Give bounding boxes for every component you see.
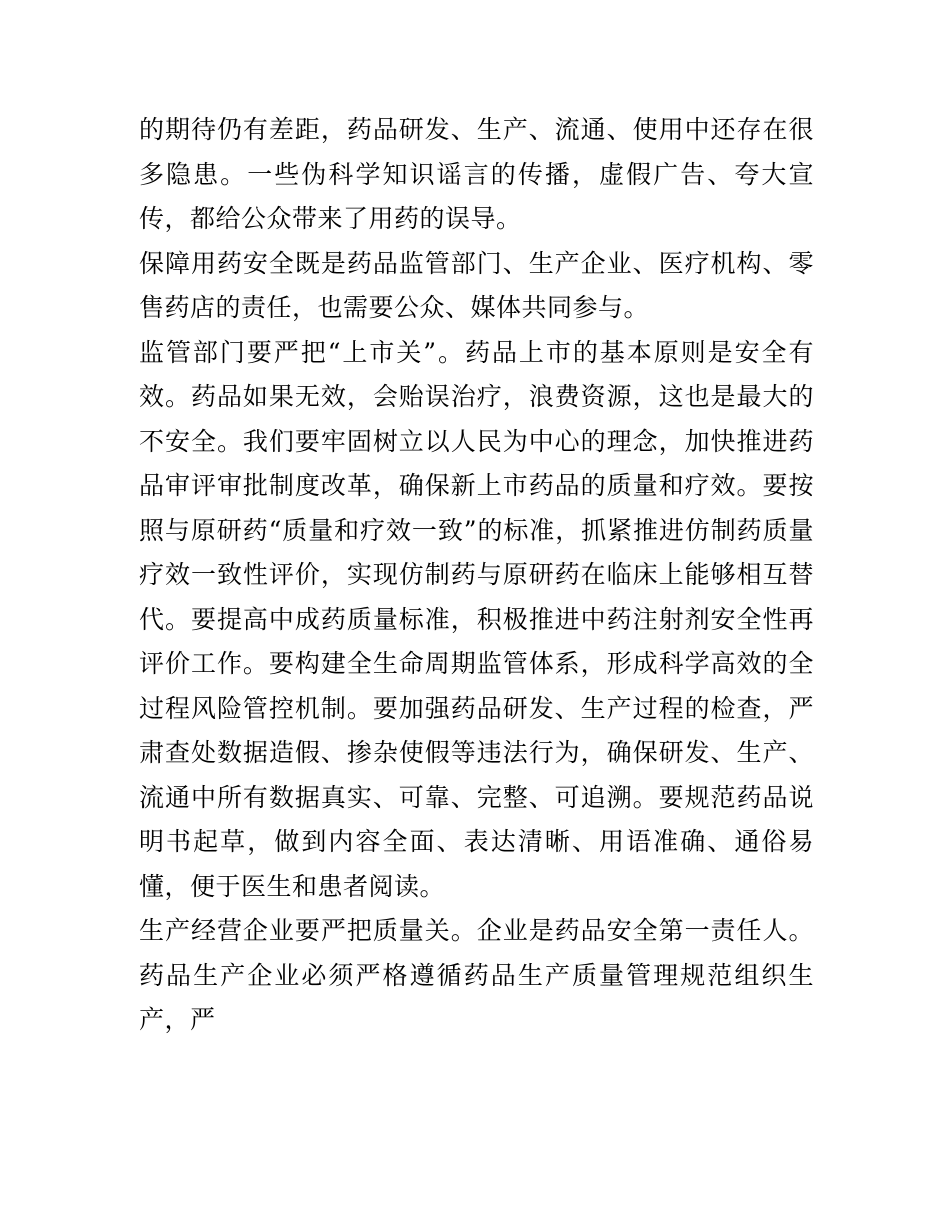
paragraph-manufacturers: 生产经营企业要严把质量关。企业是药品安全第一责任人。药品生产企业必须严格遵循药品生产质量管理规范组织生产，严 xyxy=(139,916,814,1034)
document-body xyxy=(139,108,814,1043)
paragraph-continuation: 的期待仍有差距，药品研发、生产、流通、使用中还存在很多隐患。一些伪科学知识谣言的传播，虚假广告、夸大宣传，都给公众带来了用药的误导。 xyxy=(139,115,814,233)
paragraph-shared-responsibility: 保障用药安全既是药品监管部门、生产企业、医疗机构、零售药店的责任，也需要公众、媒体共同参与。 xyxy=(139,248,814,322)
paragraph-regulators: 监管部门要严把“上市关”。药品上市的基本原则是安全有效。药品如果无效，会贻误治疗，浪费资源，这也是最大的不安全。我们要牢固树立以人民为中心的理念，加快推进药品审评审批制度改革，确保新上市药品的质量和疗效。要按照与原研药“质量和疗效一致”的标准，抓紧推进仿制药质量疗效一致性评价，实现仿制药与原研药在临床上能够相互替代。要提高中成药质量标准，积极推进中药注射剂安全性再评价工作。要构建全生命周期监管体系，形成科学高效的全过程风险管控机制。要加强药品研发、生产过程的检查，严肃查处数据造假、掺杂使假等违法行为，确保研发、生产、流通中所有数据真实、可靠、完整、可追溯。要规范药品说明书起草，做到内容全面、表达清晰、用语准确、通俗易懂，便于医生和患者阅读。 xyxy=(139,337,814,901)
